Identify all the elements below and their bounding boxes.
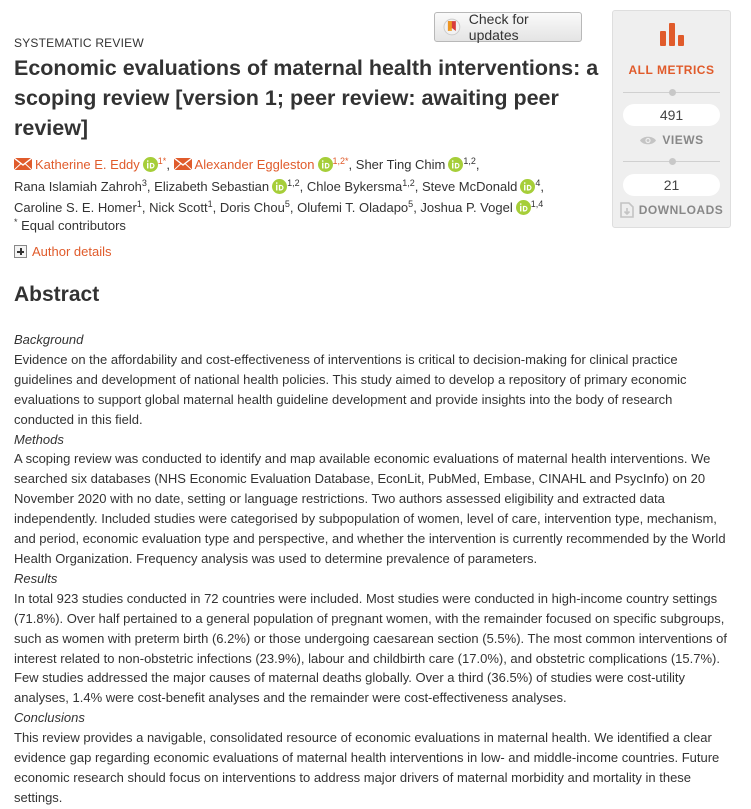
author-affiliation: 1,2 <box>402 177 415 188</box>
author-separator: , <box>299 178 307 194</box>
author-caroline-s-e-homer <box>14 200 142 215</box>
check-for-updates-label: Check for updates <box>468 11 529 43</box>
author-separator: , <box>141 200 150 215</box>
mail-icon[interactable] <box>174 158 192 170</box>
metrics-panel <box>612 10 731 228</box>
author-katherine-e-eddy[interactable] <box>14 157 166 172</box>
author-name: Olufemi T. Oladapo <box>297 200 409 215</box>
author-affiliation: 5 <box>408 199 414 209</box>
author-name: Alexander Eggleston <box>194 157 315 172</box>
downloads-label: DOWNLOADS <box>638 203 724 217</box>
author-nick-scott <box>149 200 213 215</box>
author-separator: , <box>289 200 298 215</box>
author-separator: , <box>348 157 356 172</box>
author-name: Caroline S. E. Homer <box>14 200 137 215</box>
orcid-icon[interactable] <box>448 157 463 172</box>
author-affiliation: 1 <box>207 199 213 209</box>
author-separator: , <box>540 178 544 194</box>
results-text: In total 923 studies conducted in 72 countries were included. Most studies were conducted in high-income country settings (71.8%). Over half pertained to a general population of pregnant women, with the remainder focused on specific subgroups, such as women with preterm birth (6.2%) or those undergoing caesarean section (5.5%). The most common interventions of interest related to non-obstetric infections (23.9%), labour and childbirth care (17.0%), and obstetric complications (15.7%). Few studies addressed the major causes of maternal deaths globally. Over a third (36.5%) of studies were cost-utility analyses, 1.4% were cost-benefit analyses and the remainder were cost-effectiveness analyses. <box>14 590 727 706</box>
metrics-divider-dot <box>669 158 676 165</box>
article-type-label: SYSTEMATIC REVIEW <box>14 36 144 50</box>
check-for-updates-button[interactable] <box>434 12 582 42</box>
expand-plus-icon <box>14 245 27 258</box>
author-olufemi-t-oladapo <box>297 200 413 215</box>
author-joshua-p-vogel <box>420 200 543 215</box>
author-name: Steve McDonald <box>421 178 518 194</box>
author-details-label: Author details <box>32 244 112 259</box>
orcid-icon[interactable] <box>272 179 287 194</box>
downloads-label-row <box>613 202 730 218</box>
methods-text: A scoping review was conducted to identify and map available economic evaluations of maternal health interventions. We searched six databases (NHS Economic Evaluation Database, EconLit, PubMed, Embase, CINAHL and PsycInfo) on 20 November 2020 with no date, setting or language restrictions. Two authors assessed eligibility and extracted data independently. Included studies were categorised by subpopulation of women, level of care, intervention type, mechanism, and period, economic evaluation type and perspective, and whether the intervention is currently recommended by the World Health Organization. Frequency analysis was used to determine prevalence of parameters. <box>14 451 726 566</box>
author-alexander-eggleston[interactable] <box>174 157 349 172</box>
author-separator: , <box>146 178 155 194</box>
downloads-count: 21 <box>623 174 720 196</box>
author-elizabeth-sebastian <box>154 179 299 194</box>
views-label-row <box>613 133 730 147</box>
author-affiliation: 4 <box>535 177 541 188</box>
author-list <box>14 154 599 219</box>
author-chloe-bykersma <box>307 179 415 194</box>
orcid-icon[interactable] <box>143 157 158 172</box>
metrics-divider-dot <box>669 89 676 96</box>
author-separator: , <box>414 178 422 194</box>
author-affiliation: 3 <box>141 177 147 188</box>
conclusions-heading: Conclusions <box>14 710 85 726</box>
orcid-icon[interactable] <box>516 200 531 215</box>
background-text: Evidence on the affordability and cost-effectiveness of interventions is critical to decision-making for clinical practice guidelines and development of national health policies. This study aimed to develop a repository of primary economic evaluations to support global maternal health guideline development and provide insights into the body of research conducted in this field. <box>14 351 687 427</box>
equal-contributors-note <box>14 218 126 233</box>
bar-chart-icon <box>659 21 685 47</box>
results-heading: Results <box>14 570 58 586</box>
abstract-body <box>14 330 734 808</box>
crossmark-icon <box>443 18 461 36</box>
equal-contributors-mark: * <box>14 217 18 227</box>
author-name: Doris Chou <box>219 200 285 215</box>
author-affiliation: 1,2 <box>287 177 300 188</box>
author-affiliation: 5 <box>284 199 290 209</box>
conclusions-text: This review provides a navigable, consolidated resource of economic evaluations in maternal health. We identified a clear evidence gap regarding economic evaluations of maternal health interventions in low- and middle-income countries. Future economic research should focus on interventions to address major drivers of maternal morbidity and mortality in these settings. <box>14 730 720 805</box>
orcid-icon[interactable] <box>520 179 535 194</box>
author-steve-mcdonald <box>422 179 540 194</box>
equal-contributors-text: Equal contributors <box>17 218 126 233</box>
author-separator: , <box>475 157 480 172</box>
background-heading: Background <box>14 332 84 347</box>
author-name: Nick Scott <box>149 200 208 215</box>
author-affiliation: 1,2 <box>463 156 476 166</box>
mail-icon[interactable] <box>14 158 32 170</box>
author-affiliation: 1,4 <box>530 199 544 209</box>
author-separator: , <box>413 200 421 215</box>
author-name: Joshua P. Vogel <box>420 200 513 215</box>
author-separator: , <box>212 200 220 215</box>
orcid-icon[interactable] <box>318 157 333 172</box>
author-affiliation: 1,2* <box>332 156 349 166</box>
author-doris-chou <box>220 200 290 215</box>
methods-heading: Methods <box>14 431 64 447</box>
author-sher-ting-chim <box>356 157 476 172</box>
author-name: Elizabeth Sebastian <box>154 178 270 194</box>
all-metrics-link[interactable]: ALL METRICS <box>628 63 715 77</box>
author-details-toggle[interactable] <box>14 244 112 259</box>
author-name: Katherine E. Eddy <box>35 157 140 172</box>
views-count: 491 <box>623 104 720 126</box>
author-affiliation: 1* <box>157 156 167 166</box>
author-name: Sher Ting Chim <box>355 157 446 172</box>
author-affiliation: 1 <box>136 199 142 209</box>
author-separator: , <box>166 157 174 172</box>
author-rana-islamiah-zahroh <box>14 179 147 194</box>
views-label: VIEWS <box>662 133 704 147</box>
article-title: Economic evaluations of maternal health interventions: a scoping review [version 1; peer review: awaiting peer review] <box>14 56 599 140</box>
author-name: Rana Islamiah Zahroh <box>14 178 142 194</box>
eye-icon <box>639 135 657 146</box>
abstract-heading: Abstract <box>14 283 100 306</box>
download-file-icon <box>620 202 634 218</box>
author-name: Chloe Bykersma <box>306 178 403 194</box>
